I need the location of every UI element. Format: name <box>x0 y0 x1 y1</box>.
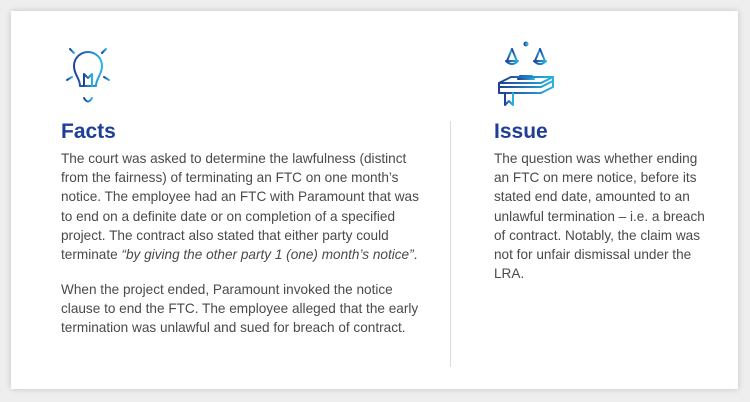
column-divider <box>450 121 451 367</box>
facts-text-end: . <box>413 247 418 263</box>
scales-of-justice-on-book-icon <box>491 39 561 111</box>
issue-heading: Issue <box>494 120 548 143</box>
content-card <box>11 11 738 389</box>
issue-paragraph: The question was whether ending an FTC on mere notice, before its stated end date, amounted to an unlawful termination – i.e. a breach of contract. Notably, the claim was not for unfair dismissal under the LRA. <box>494 151 705 282</box>
facts-heading: Facts <box>61 120 116 143</box>
lightbulb-icon <box>58 38 118 110</box>
facts-quote: “by giving the other party 1 (one) month’s notice” <box>121 247 414 263</box>
facts-paragraph-2: When the project ended, Paramount invoked the notice clause to end the FTC. The employee alleged that the early termination was unlawful and sued for breach of contract. <box>61 282 419 336</box>
facts-text: The court was asked to determine the lawfulness (distinct from the fairness) of terminating an FTC on one month’s notice. The employee had an FTC with Paramount that was to end on a definite date or on completion of a specified project. The contract also stated that either party could terminate <box>61 151 419 263</box>
facts-paragraph-1 <box>61 149 421 264</box>
